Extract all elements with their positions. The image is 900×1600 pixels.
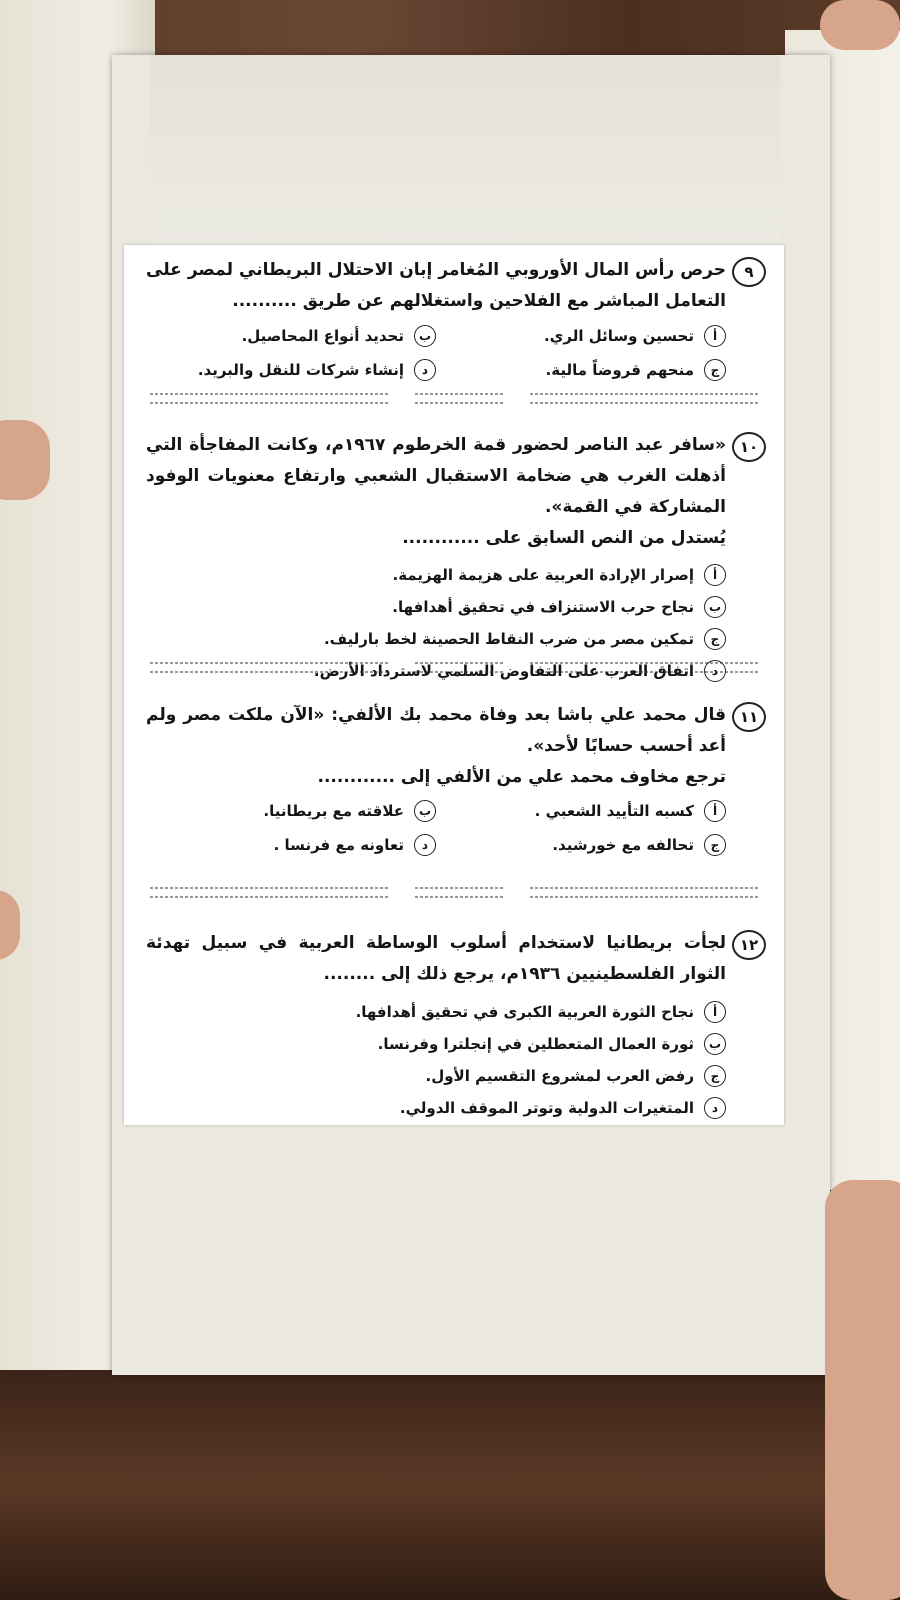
option-d[interactable] <box>146 357 436 383</box>
option-a[interactable] <box>146 996 726 1028</box>
option-letter: ب <box>704 596 726 618</box>
question-11 <box>146 700 766 858</box>
option-b[interactable] <box>146 798 436 824</box>
finger-left-1 <box>0 420 50 500</box>
option-a[interactable] <box>436 798 726 824</box>
option-text: إنشاء شركات للنقل والبريد. <box>197 361 404 379</box>
question-number: ١١ <box>732 702 766 732</box>
question-number: ١٢ <box>732 930 766 960</box>
option-letter: أ <box>704 800 726 822</box>
option-letter: أ <box>704 564 726 586</box>
option-text: ثورة العمال المتعطلين في إنجلترا وفرنسا. <box>377 1035 694 1053</box>
option-letter: ج <box>704 1065 726 1087</box>
option-text: منحهم قروضاً مالية. <box>545 361 694 379</box>
option-c[interactable] <box>146 623 726 655</box>
option-text: نجاح حرب الاستنزاف في تحقيق أهدافها. <box>392 598 694 616</box>
question-9 <box>146 255 766 383</box>
question-12 <box>146 928 766 1124</box>
option-text: نجاح الثورة العربية الكبرى في تحقيق أهدافها. <box>355 1003 694 1021</box>
option-letter: أ <box>704 325 726 347</box>
option-a[interactable] <box>436 323 726 349</box>
question-number: ١٠ <box>732 432 766 462</box>
option-d[interactable] <box>146 1092 726 1124</box>
option-text: علاقته مع بريطانيا. <box>263 802 404 820</box>
option-b[interactable] <box>146 591 726 623</box>
option-b[interactable] <box>146 323 436 349</box>
question-10 <box>146 430 766 687</box>
option-text: تعاونه مع فرنسا . <box>273 836 404 854</box>
question-stem: قال محمد علي باشا بعد وفاة محمد بك الألفي: «الآن ملكت مصر ولم أعد أحسب حسابًا لأحد». <box>146 705 726 756</box>
option-letter: ج <box>704 359 726 381</box>
options <box>146 323 726 383</box>
option-c[interactable] <box>436 357 726 383</box>
options <box>146 798 726 858</box>
finger-top-right <box>820 0 900 50</box>
option-letter: أ <box>704 1001 726 1023</box>
option-letter: ب <box>704 1033 726 1055</box>
option-text: تمكين مصر من ضرب النقاط الحصينة لخط بارليف. <box>323 630 694 648</box>
hand-bottom-right <box>825 1180 900 1600</box>
question-prompt: يُستدل من النص السابق على ............ <box>402 528 726 548</box>
question-stem: حرص رأس المال الأوروبي المُغامر إبان الاحتلال البريطاني لمصر على التعامل المباشر مع الفلاحين واستغلالهم عن طريق .......... <box>146 260 726 311</box>
option-letter: د <box>414 834 436 856</box>
option-letter: ج <box>704 834 726 856</box>
option-letter: د <box>414 359 436 381</box>
option-text: المتغيرات الدولية وتوتر الموقف الدولي. <box>399 1099 694 1117</box>
answer-code-strip <box>140 882 770 902</box>
option-c[interactable] <box>146 1060 726 1092</box>
answer-code-strip <box>140 657 770 677</box>
option-letter: ب <box>414 325 436 347</box>
option-letter: د <box>704 660 726 682</box>
option-b[interactable] <box>146 1028 726 1060</box>
wooden-table-bottom <box>0 1370 900 1600</box>
option-text: كسبه التأييد الشعبي . <box>534 802 694 820</box>
question-stem: لجأت بريطانيا لاستخدام أسلوب الوساطة العربية في سبيل تهدئة الثوار الفلسطينيين ١٩٣٦م، يرجع ذلك إلى ........ <box>146 933 726 984</box>
option-text: اتفاق العرب على التفاوض السلمي لاسترداد الأرض. <box>313 662 694 680</box>
exam-sheet <box>124 245 784 1125</box>
option-text: إصرار الإرادة العربية على هزيمة الهزيمة. <box>392 566 694 584</box>
option-letter: ب <box>414 800 436 822</box>
answer-code-strip <box>140 388 770 408</box>
option-letter: ج <box>704 628 726 650</box>
option-letter: د <box>704 1097 726 1119</box>
question-prompt: ترجع مخاوف محمد علي من الألفي إلى ............ <box>317 767 726 787</box>
question-number: ٩ <box>732 257 766 287</box>
option-text: تحديد أنواع المحاصيل. <box>241 327 404 345</box>
frame-top-panel <box>150 55 780 250</box>
option-c[interactable] <box>436 832 726 858</box>
question-stem: «سافر عبد الناصر لحضور قمة الخرطوم ١٩٦٧م، وكانت المفاجأة التي أذهلت الغرب هي ضخامة الاستقبال الشعبي وارتفاع معنويات الوفود المشاركة في القمة». <box>146 435 726 517</box>
option-a[interactable] <box>146 559 726 591</box>
option-d[interactable] <box>146 832 436 858</box>
option-text: تحسين وسائل الري. <box>543 327 694 345</box>
option-text: رفض العرب لمشروع التقسيم الأول. <box>425 1067 694 1085</box>
option-text: تحالفه مع خورشيد. <box>552 836 694 854</box>
options <box>146 996 726 1124</box>
